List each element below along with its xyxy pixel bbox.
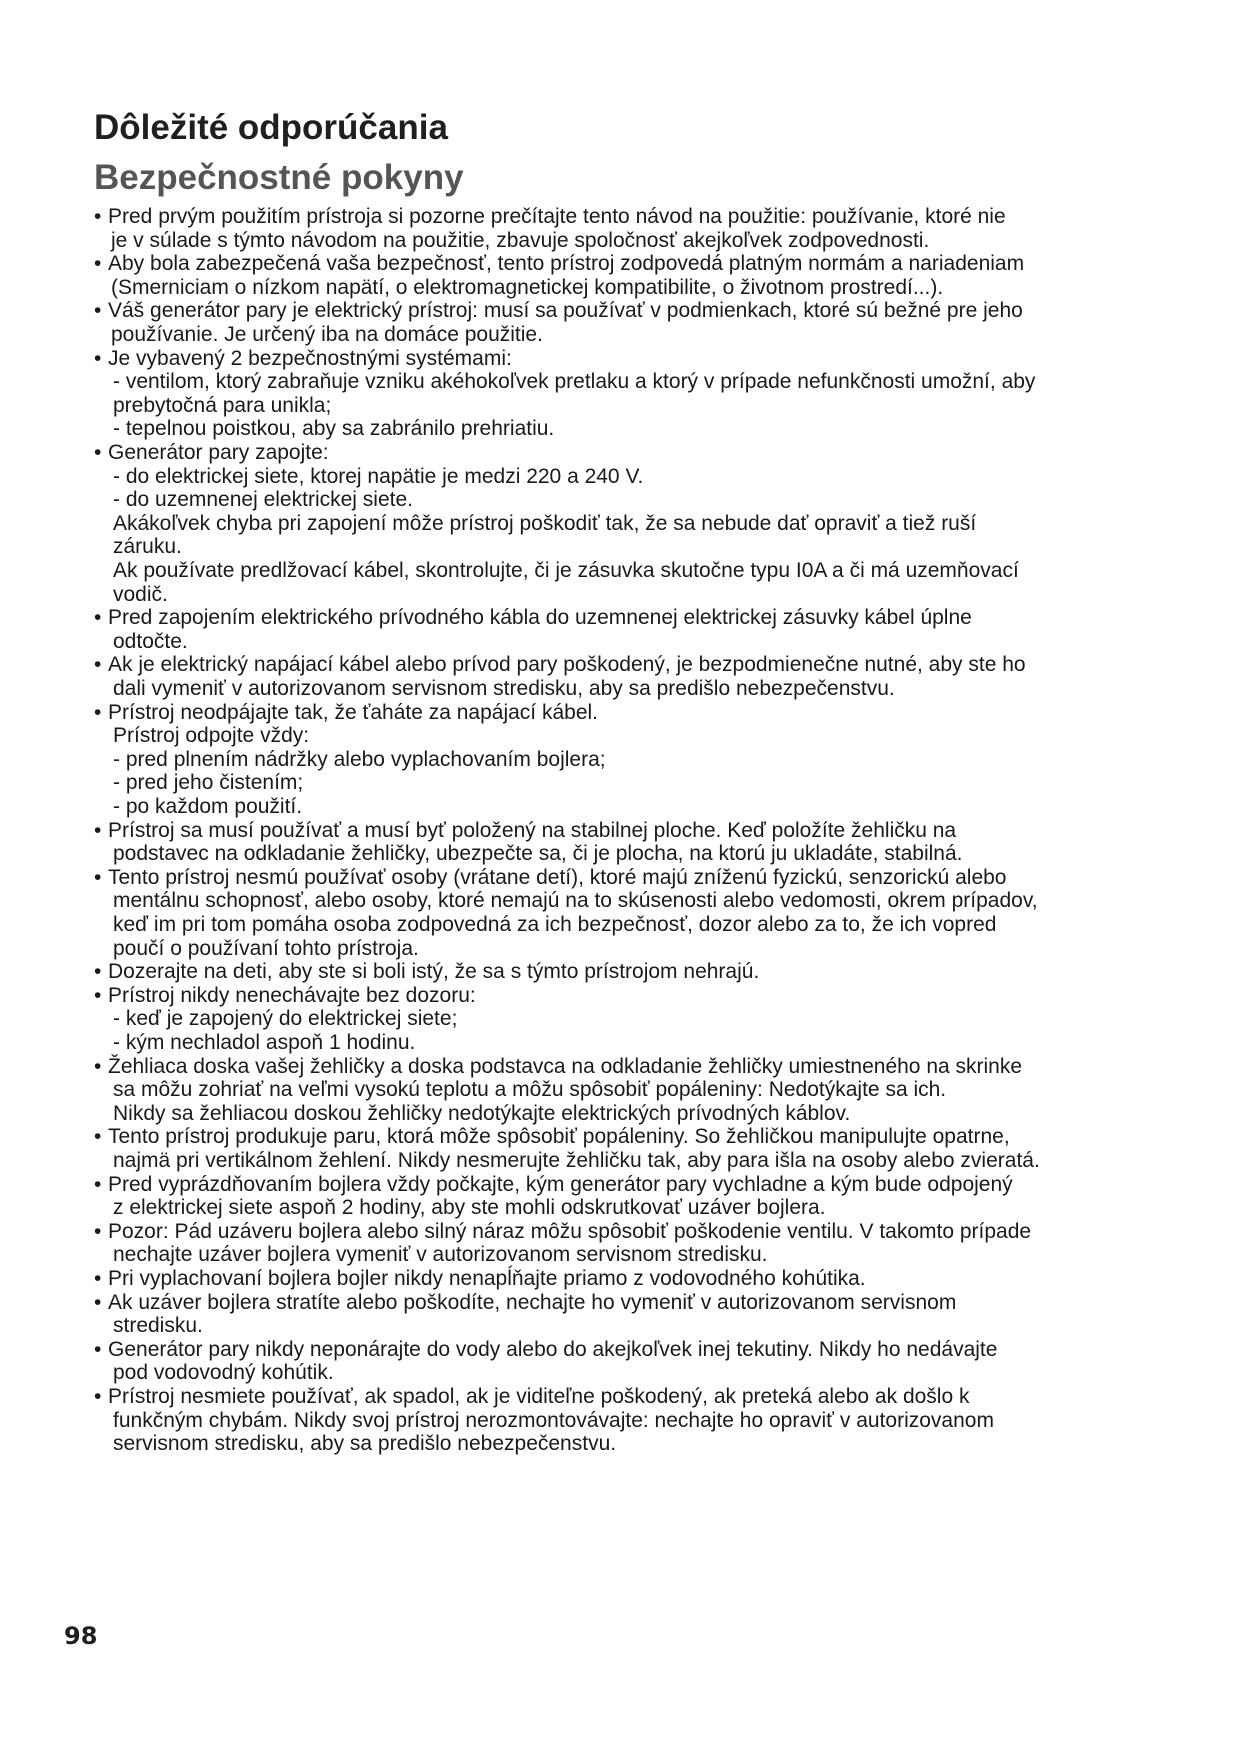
instruction-continuation-line xyxy=(111,322,543,348)
instruction-text: - po každom použití. xyxy=(113,795,303,818)
instruction-text: je v súlade s týmto návodom na použitie, zbavuje spoločnosť akejkoľvek zodpovednosti. xyxy=(111,228,930,252)
instruction-text: prebytočná para unikla; xyxy=(113,393,332,417)
instruction-bullet-line xyxy=(94,959,759,985)
page-heading: Dôležité odporúčania xyxy=(94,108,448,147)
instruction-continuation-line xyxy=(113,888,1038,914)
instruction-text: Ak je elektrický napájací kábel alebo prívod pary poškodený, je bezpodmienečne nutné, aby ste ho xyxy=(108,653,1026,677)
instruction-text: Ak uzáver bojlera stratíte alebo poškodíte, nechajte ho vymeniť v autorizovanom servisnom xyxy=(108,1290,957,1314)
bullet-icon: • xyxy=(94,252,102,276)
instruction-continuation-line xyxy=(113,1242,768,1268)
bullet-icon: • xyxy=(94,818,102,842)
bullet-icon: • xyxy=(94,1172,102,1196)
instruction-continuation-line xyxy=(113,747,606,773)
instruction-continuation-line xyxy=(113,1006,457,1032)
instruction-text: Generátor pary nikdy neponárajte do vody alebo do akejkoľvek inej tekutiny. Nikdy ho nedávajte xyxy=(108,1337,998,1361)
instruction-continuation-line xyxy=(113,1195,826,1221)
instruction-text: záruku. xyxy=(113,535,182,559)
instruction-text: používanie. Je určený iba na domáce použitie. xyxy=(111,323,543,346)
instruction-continuation-line xyxy=(113,1030,415,1056)
instruction-continuation-line xyxy=(113,676,895,702)
instruction-continuation-line xyxy=(113,511,976,537)
instruction-continuation-line xyxy=(113,1077,946,1103)
instruction-text: vodič. xyxy=(113,582,168,606)
instruction-text: stredisku. xyxy=(113,1314,203,1338)
instruction-text: Prístroj sa musí používať a musí byť položený na stabilnej ploche. Keď položíte žehličku na xyxy=(108,818,957,842)
instruction-continuation-line xyxy=(113,629,188,655)
bullet-icon: • xyxy=(94,1219,102,1243)
instruction-text: poučí o používaní tohto prístroja. xyxy=(113,936,419,960)
instruction-text: podstavec na odkladanie žehličky, ubezpečte sa, či je plocha, na ktorú ju ukladáte, stabilná. xyxy=(113,842,963,866)
instruction-text: Tento prístroj produkuje paru, ktorá môže spôsobiť popáleniny. So žehličkou manipulujte opatrne, xyxy=(108,1125,1010,1149)
instruction-continuation-line xyxy=(113,936,419,962)
instruction-text: Aby bola zabezpečená vaša bezpečnosť, tento prístroj zodpovedá platným normám a nariadeniam xyxy=(108,252,1025,276)
bullet-icon: • xyxy=(94,441,102,464)
instruction-text: keď im pri tom pomáha osoba zodpovedná za ich bezpečnosť, dozor alebo za to, že ich vopred xyxy=(113,913,997,936)
instruction-bullet-line xyxy=(94,1266,866,1292)
bullet-icon: • xyxy=(94,1385,102,1408)
instruction-text: mentálnu schopnosť, alebo osoby, ktoré nemajú na to skúsenosti alebo vedomosti, okrem prípadov, xyxy=(113,889,1038,913)
instruction-text: funkčným chybám. Nikdy svoj prístroj nerozmontovávajte: nechajte ho opraviť v autorizovanom xyxy=(113,1408,994,1432)
bullet-icon: • xyxy=(94,299,102,323)
instruction-bullet-line xyxy=(94,1384,969,1410)
instruction-continuation-line xyxy=(113,912,996,938)
instruction-text: Prístroj neodpájajte tak, že ťaháte za napájací kábel. xyxy=(108,700,599,724)
bullet-icon: • xyxy=(94,653,102,677)
instruction-bullet-line xyxy=(94,983,476,1009)
instruction-text: nechajte uzáver bojlera vymeniť v autorizovanom servisnom stredisku. xyxy=(113,1243,768,1267)
instruction-continuation-line xyxy=(113,393,331,419)
bullet-icon: • xyxy=(94,1267,102,1290)
instruction-text: Je vybavený 2 bezpečnostnými systémami: xyxy=(108,346,512,370)
instruction-continuation-line xyxy=(113,1431,616,1457)
bullet-icon: • xyxy=(94,1125,102,1149)
instruction-text: z elektrickej siete aspoň 2 hodiny, aby ste mohli odskrutkovať uzáver bojlera. xyxy=(113,1196,826,1220)
instruction-bullet-line xyxy=(94,346,512,372)
instruction-continuation-line xyxy=(111,228,929,254)
instruction-bullet-line xyxy=(94,1219,1031,1245)
instruction-text: - keď je zapojený do elektrickej siete; xyxy=(113,1007,458,1031)
instruction-bullet-line xyxy=(94,652,1026,678)
instruction-text: Prístroj nesmiete používať, ak spadol, ak je viditeľne poškodený, ak preteká alebo ak došlo k xyxy=(108,1385,970,1408)
instruction-text: Váš generátor pary je elektrický prístroj: musí sa používať v podmienkach, ktoré sú bežné pre jeho xyxy=(108,299,1023,323)
instruction-text: sa môžu zohriať na veľmi vysokú teplotu a môžu spôsobiť popáleniny: Nedotýkajte sa ich. xyxy=(113,1078,947,1102)
instruction-text: dali vymeniť v autorizovanom servisnom stredisku, aby sa predišlo nebezpečenstvu. xyxy=(113,677,895,700)
instruction-text: Pred vyprázdňovaním bojlera vždy počkajte, kým generátor pary vychladne a kým bude odpojený xyxy=(108,1172,1013,1196)
bullet-icon: • xyxy=(94,960,102,984)
bullet-icon: • xyxy=(94,606,102,630)
instruction-bullet-line xyxy=(94,204,1006,230)
instruction-bullet-line xyxy=(94,1290,956,1316)
instruction-text: - pred jeho čistením; xyxy=(113,771,304,795)
bullet-icon: • xyxy=(94,205,102,228)
instruction-text: - kým nechladol aspoň 1 hodinu. xyxy=(113,1031,416,1054)
instruction-continuation-line xyxy=(113,770,303,796)
instruction-continuation-line xyxy=(113,582,168,608)
instruction-text: Pred zapojením elektrického prívodného kábla do uzemnenej elektrickej zásuvky kábel úplne xyxy=(108,606,972,630)
instruction-text: najmä pri vertikálnom žehlení. Nikdy nesmerujte žehličku tak, aby para išla na osoby alebo zvieratá. xyxy=(113,1149,1040,1172)
instruction-text: (Smerniciam o nízkom napätí, o elektromagnetickej kompatibilite, o životnom prostredí...). xyxy=(111,275,944,299)
instruction-text: Pri vyplachovaní bojlera bojler nikdy nenapĺňajte priamo z vodovodného kohútika. xyxy=(108,1267,866,1290)
bullet-icon: • xyxy=(94,865,102,889)
instruction-continuation-line xyxy=(113,464,643,490)
instruction-text: Nikdy sa žehliacou doskou žehličky nedotýkajte elektrických prívodných káblov. xyxy=(113,1101,851,1125)
instruction-text: - ventilom, ktorý zabraňuje vzniku akéhokoľvek pretlaku a ktorý v prípade nefunkčnosti umožní, aby xyxy=(113,370,1036,394)
instruction-continuation-line xyxy=(113,416,554,442)
instruction-bullet-line xyxy=(94,1124,1010,1150)
instruction-text: Akákoľvek chyba pri zapojení môže prístroj poškodiť tak, že sa nebude dať opraviť a tiež ruší xyxy=(113,511,977,535)
instruction-continuation-line xyxy=(113,1148,1040,1174)
instruction-text: pod vodovodný kohútik. xyxy=(113,1361,334,1385)
instruction-text: - pred plnením nádržky alebo vyplachovaním bojlera; xyxy=(113,747,606,771)
instruction-text: Prístroj nikdy nenechávajte bez dozoru: xyxy=(108,983,476,1007)
instruction-continuation-line xyxy=(113,794,302,820)
bullet-icon: • xyxy=(94,1054,102,1078)
instruction-text: servisnom stredisku, aby sa predišlo nebezpečenstvu. xyxy=(113,1432,617,1456)
instruction-continuation-line xyxy=(113,1313,203,1339)
instruction-text: - tepelnou poistkou, aby sa zabránilo prehriatiu. xyxy=(113,417,555,441)
instruction-bullet-line xyxy=(94,251,1024,277)
instruction-continuation-line xyxy=(113,1408,994,1434)
instruction-text: Žehliaca doska vašej žehličky a doska podstavca na odkladanie žehličky umiestneného na skrinke xyxy=(108,1054,1023,1078)
bullet-icon: • xyxy=(94,1337,102,1361)
instruction-bullet-line xyxy=(94,1172,1013,1198)
instruction-bullet-line xyxy=(94,865,1006,891)
instruction-text: odtočte. xyxy=(113,629,188,653)
instruction-text: Pozor: Pád uzáveru bojlera alebo silný náraz môžu spôsobiť poškodenie ventilu. V takomto prípade xyxy=(108,1219,1032,1243)
section-subheading: Bezpečnostné pokyny xyxy=(94,158,464,197)
instruction-bullet-line xyxy=(94,440,329,466)
instruction-bullet-line xyxy=(94,298,1023,324)
instruction-bullet-line xyxy=(94,605,972,631)
instruction-text: - do elektrickej siete, ktorej napätie je medzi 220 a 240 V. xyxy=(113,464,644,488)
bullet-icon: • xyxy=(94,346,102,370)
instruction-text: Pred prvým použitím prístroja si pozorne prečítajte tento návod na použitie: používanie, ktoré nie xyxy=(108,205,1006,228)
page-number: 98 xyxy=(64,1622,98,1650)
instruction-continuation-line xyxy=(113,558,1019,584)
instruction-bullet-line xyxy=(94,1337,997,1363)
instruction-text: Dozerajte na deti, aby ste si boli istý, že sa s týmto prístrojom nehrajú. xyxy=(108,960,760,984)
instruction-continuation-line xyxy=(113,841,962,867)
instruction-bullet-line xyxy=(94,818,956,844)
instruction-text: Tento prístroj nesmú používať osoby (vrátane detí), ktoré majú zníženú fyzickú, senzorickú alebo xyxy=(108,865,1007,889)
instruction-continuation-line xyxy=(113,369,1035,395)
instruction-continuation-line xyxy=(113,487,413,513)
instruction-text: Generátor pary zapojte: xyxy=(108,441,329,464)
instruction-continuation-line xyxy=(113,723,309,749)
instruction-bullet-line xyxy=(94,700,598,726)
instruction-continuation-line xyxy=(113,1360,334,1386)
instruction-text: Ak používate predlžovací kábel, skontrolujte, či je zásuvka skutočne typu I0A a či má uzemňovací xyxy=(113,559,1019,582)
instruction-text: - do uzemnenej elektrickej siete. xyxy=(113,488,413,512)
instruction-continuation-line xyxy=(113,534,182,560)
bullet-icon: • xyxy=(94,1290,102,1314)
instruction-continuation-line xyxy=(113,1101,850,1127)
bullet-icon: • xyxy=(94,700,102,724)
instruction-continuation-line xyxy=(111,275,943,301)
instruction-text: Prístroj odpojte vždy: xyxy=(113,724,310,748)
bullet-icon: • xyxy=(94,983,102,1007)
instruction-bullet-line xyxy=(94,1054,1022,1080)
